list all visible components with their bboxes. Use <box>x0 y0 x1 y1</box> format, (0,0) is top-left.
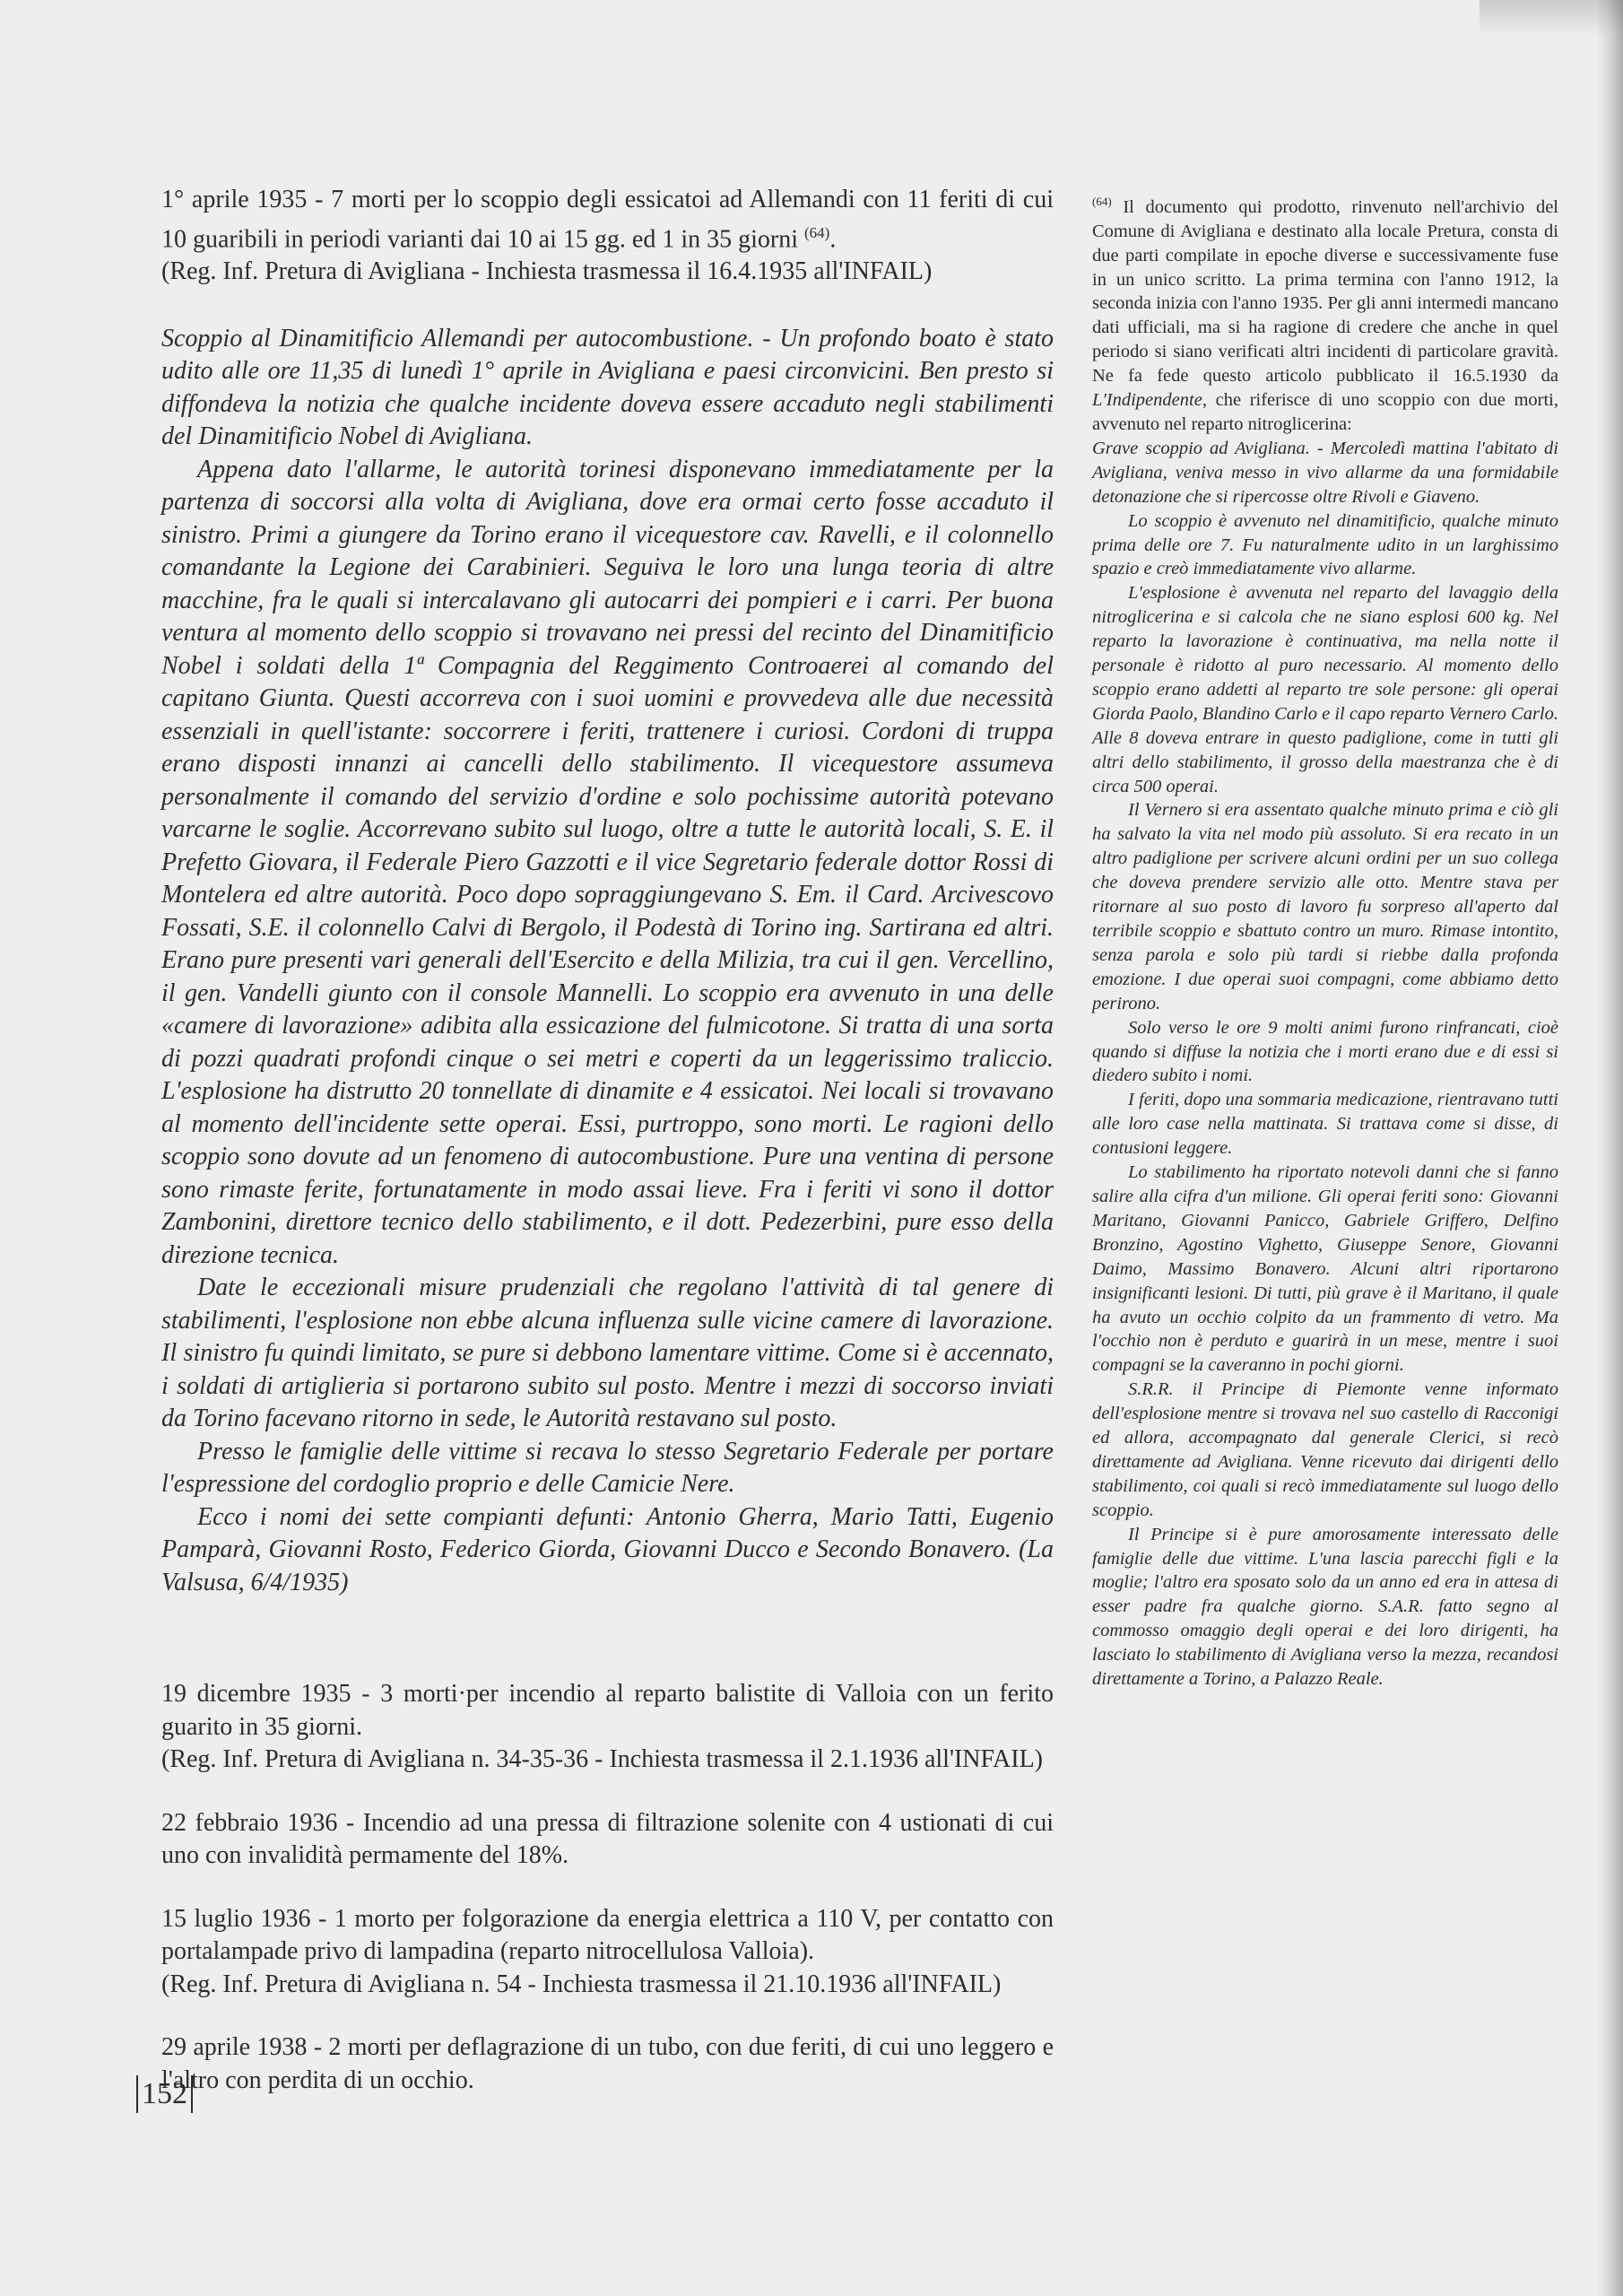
quote-paragraph: Grave scoppio ad Avigliana. - Mercoledì mattina l'abitato di Avigliana, veniva messo in vivo allarme da una formidabile detonazione che si ripercosse oltre Rivoli e Giaveno. <box>1092 438 1558 507</box>
footnote-reference: (64) <box>803 223 830 241</box>
article-paragraph: Appena dato l'allarme, le autorità torinesi disponevano immediatamente per la partenza di soccorsi alla volta di Avigliana, dove era ormai certo fosse accaduto il sinistro. Primi a giungere da Torino erano il vicequestore cav. Ravelli, e il colonnello comandante la Legione dei Carabinieri. Seguiva le loro una lunga teoria di altre macchine, fra le quali si intercalavano gli autocarri dei pompieri e i carri. Per buona ventura al momento dello scoppio si trovavano nei pressi del recinto del Dinamitificio Nobel i soldati della 1ª Compagnia del Reggimento Controaerei al comando del capitano Giunta. Questi accorreva con i suoi uomini e provvedeva alle due necessità essenziali in quell'istante: soccorrere i feriti, trattenere i curiosi. Cordoni di truppa erano disposti innanzi ai cancelli dello stabilimento. Il vicequestore assumeva personalmente il comando del servizio d'ordine e solo pochissime autorità potevano varcarne le soglie. Accorrevano subito sul luogo, oltre a tutte le autorità locali, S. E. il Prefetto Giovara, il Federale Piero Gazzotti e il vice Segretario federale dottor Rossi di Montelera ed altre autorità. Poco dopo sopraggiungevano S. Em. il Card. Arcivescovo Fossati, S.E. il colonnello Calvi di Bergolo, il Podestà di Torino ing. Sartirana ed altri. Erano pure presenti vari generali dell'Esercito e della Milizia, tra cui il gen. Vercellino, il gen. Vandelli giunto con il console Mannelli. Lo scoppio era avvenuto in una delle «camere di lavorazione» adibita alla essicazione del fulmicotone. Si tratta di una sorta di pozzi quadrati profondi cinque o sei metri e coperti da un leggerissimo traliccio. L'esplosione ha distrutto 20 tonnellate di dinamite e 4 essicatoi. Nei locali si trovavano al momento dell'incidente sette operai. Essi, purtroppo, sono morti. Le ragioni dello scoppio sono dovute ad un fenomeno di autocombustione. Pure una ventina di persone sono rimaste ferite, fortunatamente in modo assai lieve. Fra i feriti vi sono il dottor Zambonini, direttore tecnico dello stabilimento, e il dott. Pedezerbini, pure esso della direzione tecnica. <box>161 455 1054 1269</box>
quote-paragraph: S.R.R. il Principe di Piemonte venne informato dell'esplosione mentre si trovava nel suo castello di Racconigi ed allora, accompagnato dal generale Clerici, si recò direttamente ad Avigliana. Venne ricevuto dai dirigenti dello stabilimento, coi quali si recò immediatamente sul luogo dello scoppio. <box>1092 1379 1558 1520</box>
article-paragraph: Date le eccezionali misure prudenziali che regolano l'attività di tal genere di stabilimenti, l'esplosione non ebbe alcuna influenza sulle vicine camere di lavorazione. Il sinistro fu quindi limitato, se pure si debbono lamentare vittime. Come si è accennato, i soldati di artiglieria si portarono subito sul posto. Mentre i mezzi di soccorso inviati da Torino facevano ritorno in sede, le Autorità restavano sul posto. <box>161 1274 1054 1433</box>
entry-reference: (Reg. Inf. Pretura di Avigliana - Inchiesta trasmessa il 16.4.1935 all'INFAIL) <box>161 257 933 286</box>
article-paragraph: Presso le famiglie delle vittime si recava lo stesso Segretario Federale per portare l'espressione del cordoglio proprio e delle Camicie Nere. <box>161 1437 1054 1499</box>
footnote-text: Il documento qui prodotto, rinvenuto nell'archivio del Comune di Avigliana e destinato alla locale Pretura, consta di due parti compilate in epoche diverse e successivamente fuse in un unico scritto. La prima termina con l'anno 1912, la seconda inizia con l'anno 1935. Per gli anni intermedi mancano dati ufficiali, ma si ha ragione di credere che anche in quel periodo si siano verificati altri incidenti di particolare gravità. Ne fa fede questo articolo pubblicato il 16.5.1930 da <box>1092 196 1558 387</box>
quote-paragraph: I feriti, dopo una sommaria medicazione, rientravano tutti alle loro case nella mattinata. Si trattava come si disse, di contusioni leggere. <box>1092 1090 1558 1159</box>
entry-tail: . <box>829 224 837 253</box>
page-number: 152 <box>136 2075 193 2113</box>
footnote-intro <box>1092 190 1558 437</box>
quote-paragraph: Il Vernero si era assentato qualche minuto prima e ciò gli ha salvato la vita nel modo più assoluto. Si era recato in un altro padiglione per scrivere alcuni ordini per un suo collega che doveva prendere servizio alle otto. Mentre stava per ritornare al suo posto di lavoro fu sorpreso all'aperto dal terribile scoppio e sbattuto contro un muro. Rimase intontito, senza parola e solo più tardi si riebbe dalla profonda emozione. I due operai suoi compagni, come abbiamo detto perirono. <box>1092 800 1558 1013</box>
quote-paragraph: Solo verso le ore 9 molti animi furono rinfrancati, cioè quando si diffuse la notizia che i morti erano due e di essi si diedero subito i nomi. <box>1092 1017 1558 1086</box>
quote-paragraph: L'esplosione è avvenuta nel reparto del lavaggio della nitroglicerina e si calcola che ne siano esplosi 600 kg. Nel reparto la lavorazione è continuativa, ma nella notte il personale è ridotto al puro necessario. Al momento dello scoppio erano addetti al reparto tre sole persone: gli operai Giorda Paolo, Blandino Carlo e il capo reparto Vernero Carlo. Alle 8 doveva entrare in questo padiglione, come in tutti gli altri dello stabilimento, il grosso della maestranza che è di circa 500 operai. <box>1092 583 1558 796</box>
main-column <box>161 184 1054 2097</box>
quote-paragraph: Il Principe si è pure amorosamente interessato delle famiglie delle due vittime. L'una lascia parecchi figli e la moglie; l'altro era sposato solo da un anno ed era in attesa di esser padre fra qualche giorno. S.A.R. fatto segno al commosso omaggio degli operai e dei loro dirigenti, ha lasciato lo stabilimento di Avigliana verso la mezza, recandosi direttamente a Torino, a Palazzo Reale. <box>1092 1524 1558 1690</box>
page-edge-shadow <box>1596 0 1623 2296</box>
entry-reference: (Reg. Inf. Pretura di Avigliana n. 54 - Inchiesta trasmessa il 21.10.1936 all'INFAIL) <box>161 1970 1002 1998</box>
entry-1935-december: 19 dicembre 1935 - 3 morti·per incendio al reparto balistite di Valloia con un ferito guarito in 35 giorni. <box>161 1680 1054 1741</box>
article-paragraph: Ecco i nomi dei sette compianti defunti: Antonio Gherra, Mario Tatti, Eugenio Pamparà, Giovanni Rosto, Federico Giorda, Giovanni Ducco e Secondo Bonavero. (La Valsusa, 6/4/1935) <box>161 1502 1054 1596</box>
article-paragraph: Scoppio al Dinamitificio Allemandi per autocombustione. - Un profondo boato è stato udito alle ore 11,35 di lunedì 1° aprile in Avigliana e paesi circonvicini. Ben presto si diffondeva la notizia che qualche incidente doveva essere accaduto negli stabilimenti del Dinamitificio Nobel di Avigliana. <box>161 324 1054 451</box>
page-corner-shadow <box>1480 0 1623 36</box>
quote-paragraph: Lo scoppio è avvenuto nel dinamitificio, qualche minuto prima delle ore 7. Fu naturalmente udito in un larghissimo spazio e creò immediatamente vivo allarme. <box>1092 510 1558 579</box>
footnote-column <box>1092 190 1558 1692</box>
entry-1935-april <box>161 184 1054 256</box>
entry-1938-april: 29 aprile 1938 - 2 morti per deflagrazione di un tubo, con due feriti, di cui uno leggero e l'altro con perdita di un occhio. <box>161 2033 1054 2094</box>
newspaper-title: L'Indipendente <box>1092 390 1202 411</box>
footnote-text: , che riferisce di uno scoppio con due morti, avvenuto nel reparto nitroglicerina: <box>1092 390 1558 434</box>
entry-reference: (Reg. Inf. Pretura di Avigliana n. 34-35-36 - Inchiesta trasmessa il 2.1.1936 all'INFAIL) <box>161 1745 1043 1774</box>
entry-1936-february: 22 febbraio 1936 - Incendio ad una pressa di filtrazione solenite con 4 ustionati di cui uno con invalidità permamente del 18%. <box>161 1808 1054 1870</box>
footnote-marker: (64) <box>1092 195 1112 208</box>
entry-text: 1° aprile 1935 - 7 morti per lo scoppio degli essicatoi ad Allemandi con 11 feriti di cui 10 guaribili in periodi varianti dai 10 ai 15 gg. ed 1 in 35 giorni <box>161 186 1054 253</box>
entry-1936-july: 15 luglio 1936 - 1 morto per folgorazione da energia elettrica a 110 V, per contatto con portalampade privo di lampadina (reparto nitrocellulosa Valloia). <box>161 1904 1054 1966</box>
quote-paragraph: Lo stabilimento ha riportato notevoli danni che si fanno salire alla cifra d'un milione. Gli operai feriti sono: Giovanni Maritano, Giovanni Panicco, Gabriele Griffero, Delfino Bronzino, Agostino Vighetto, Giuseppe Senore, Giovanni Daimo, Massimo Bonavero. Alcuni altri riportarono insignificanti lesioni. Di tutti, più grave è il Maritano, il quale ha avuto un occhio colpito da un frammento di vetro. Ma l'occhio non è perduto e guarirà in un mese, mentre i suoi compagni se la caveranno in pochi giorni. <box>1092 1162 1558 1376</box>
